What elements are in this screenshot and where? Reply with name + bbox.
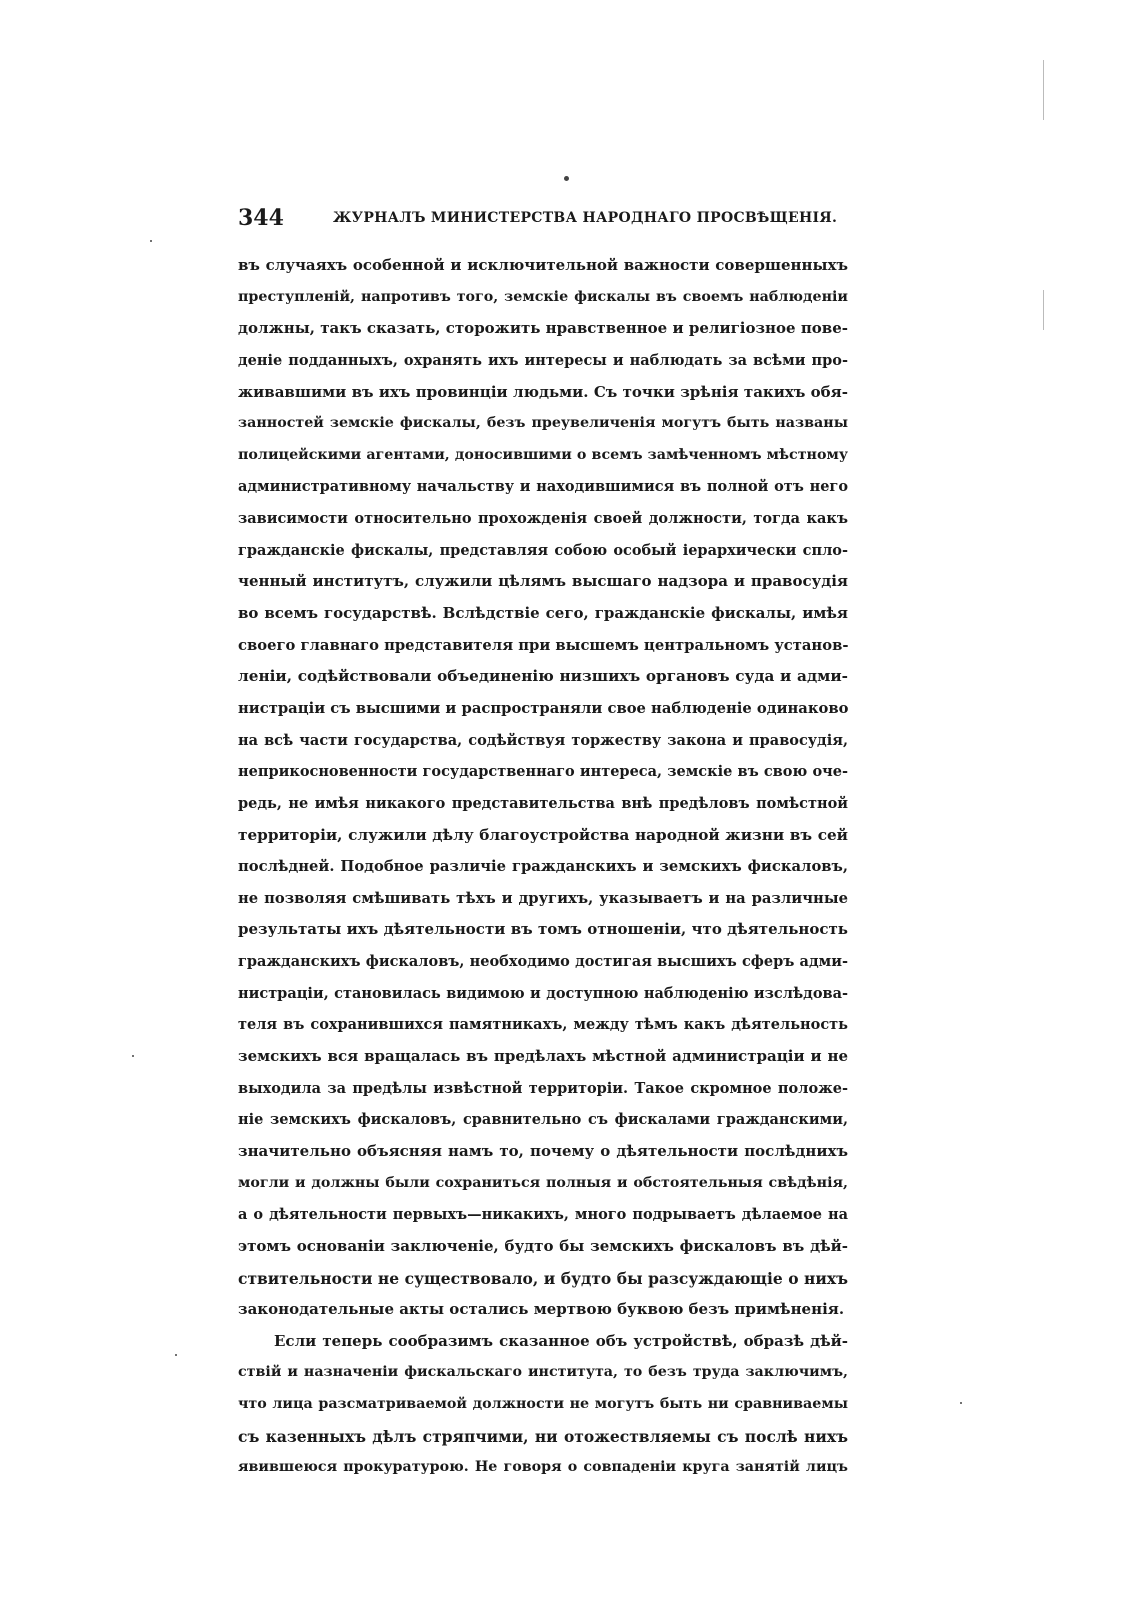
ink-speck	[960, 1402, 962, 1404]
text-line: нистраціи съ высшими и распространяли свое наблюденіе одинаково	[238, 699, 848, 717]
text-line: теля въ сохранившихся памятникахъ, между тѣмъ какъ дѣятельность	[238, 1016, 848, 1034]
text-line: что лица разсматриваемой должности не могутъ быть ни сравниваемы	[238, 1396, 848, 1413]
text-line: редь, не имѣя никакого представительства внѣ предѣловъ помѣстной	[238, 794, 848, 812]
text-line: своего главнаго представителя при высшемъ центральномъ установ-	[238, 636, 848, 654]
paragraph-start-line: Если теперь сообразимъ сказанное объ устройствѣ, образѣ дѣй-	[274, 1331, 848, 1350]
text-line: этомъ основаніи заключеніе, будто бы земскихъ фискаловъ въ дѣй-	[238, 1236, 848, 1255]
text-line: результаты ихъ дѣятельности въ томъ отношеніи, что дѣятельность	[238, 920, 848, 939]
text-line: неприкосновенности государственнаго интереса, земскіе въ свою оче-	[238, 763, 848, 781]
text-line: явившеюся прокуратурою. Не говоря о совпаденіи круга занятій лицъ	[238, 1459, 848, 1476]
text-line: нистраціи, становилась видимою и доступною наблюденію изслѣдова-	[238, 984, 848, 1002]
text-line: не позволяя смѣшивать тѣхъ и другихъ, указываетъ и на различные	[238, 889, 848, 907]
page-header	[238, 204, 848, 232]
text-line: полицейскими агентами, доносившими о всемъ замѣченномъ мѣстному	[238, 446, 848, 463]
text-line: гражданскихъ фискаловъ, необходимо достигая высшихъ сферъ адми-	[238, 953, 848, 971]
text-line: могли и должны были сохраниться полныя и обстоятельныя свѣдѣнія,	[238, 1174, 848, 1191]
body-text	[238, 250, 848, 1484]
ink-speck	[150, 240, 152, 242]
text-line: земскихъ вся вращалась въ предѣлахъ мѣстной администраціи и не	[238, 1047, 848, 1066]
page-edge-line	[1043, 60, 1044, 120]
text-line: съ казенныхъ дѣлъ стряпчими, ни отожествляемы съ послѣ нихъ	[238, 1426, 848, 1446]
text-line: преступленій, напротивъ того, земскіе фискалы въ своемъ наблюденіи	[238, 288, 848, 305]
text-line: деніе подданныхъ, охранять ихъ интересы и наблюдать за всѣми про-	[238, 351, 848, 369]
text-line: ніе земскихъ фискаловъ, сравнительно съ фискалами гражданскими,	[238, 1111, 848, 1129]
ink-speck	[175, 1354, 177, 1356]
text-line: на всѣ части государства, содѣйствуя торжеству закона и правосудія,	[238, 731, 848, 749]
text-line: территоріи, служили дѣлу благоустройства народной жизни въ сей	[238, 825, 848, 844]
text-line: зависимости относительно прохожденія своей должности, тогда какъ	[238, 510, 848, 528]
text-line: въ случаяхъ особенной и исключительной важности совершенныхъ	[238, 256, 848, 274]
page-edge-line	[1043, 290, 1044, 330]
text-line: занностей земскіе фискалы, безъ преувеличенія могутъ быть названы	[238, 415, 848, 432]
text-line: гражданскіе фискалы, представляя собою особый іерархически спло-	[238, 541, 848, 559]
text-line: должны, такъ сказать, сторожить нравственное и религіозное пове-	[238, 319, 848, 338]
text-line: ствій и назначеніи фискальскаго института, то безъ труда заключимъ,	[238, 1364, 848, 1381]
text-line: живавшими въ ихъ провинціи людьми. Съ точки зрѣнія такихъ обя-	[238, 382, 848, 401]
text-line: административному начальству и находившимися въ полной отъ него	[238, 478, 848, 496]
text-line: ченный институтъ, служили цѣлямъ высшаго надзора и правосудія	[238, 572, 848, 591]
ink-speck	[132, 1055, 134, 1057]
text-line: значительно объясняя намъ то, почему о дѣятельности послѣднихъ	[238, 1141, 848, 1160]
text-line: законодательные акты остались мертвою буквою безъ примѣненія.	[238, 1300, 845, 1319]
text-line: ствительности не существовало, и будто бы разсуждающіе о нихъ	[238, 1268, 848, 1288]
text-line: леніи, содѣйствовали объединенію низшихъ органовъ суда и адми-	[238, 667, 848, 686]
text-line: а о дѣятельности первыхъ—никакихъ, много подрываетъ дѣлаемое на	[238, 1206, 848, 1224]
text-line: во всемъ государствѣ. Вслѣдствіе сего, гражданскіе фискалы, имѣя	[238, 604, 848, 623]
text-line: выходила за предѣлы извѣстной территоріи. Такое скромное положе-	[238, 1079, 848, 1097]
ink-speck	[564, 176, 569, 181]
page-number: 344	[238, 205, 284, 231]
running-title: ЖУРНАЛЪ МИНИСТЕРСТВА НАРОДНАГО ПРОСВѢЩЕНІЯ.	[333, 210, 838, 226]
text-line: послѣдней. Подобное различіе гражданскихъ и земскихъ фискаловъ,	[238, 858, 848, 876]
